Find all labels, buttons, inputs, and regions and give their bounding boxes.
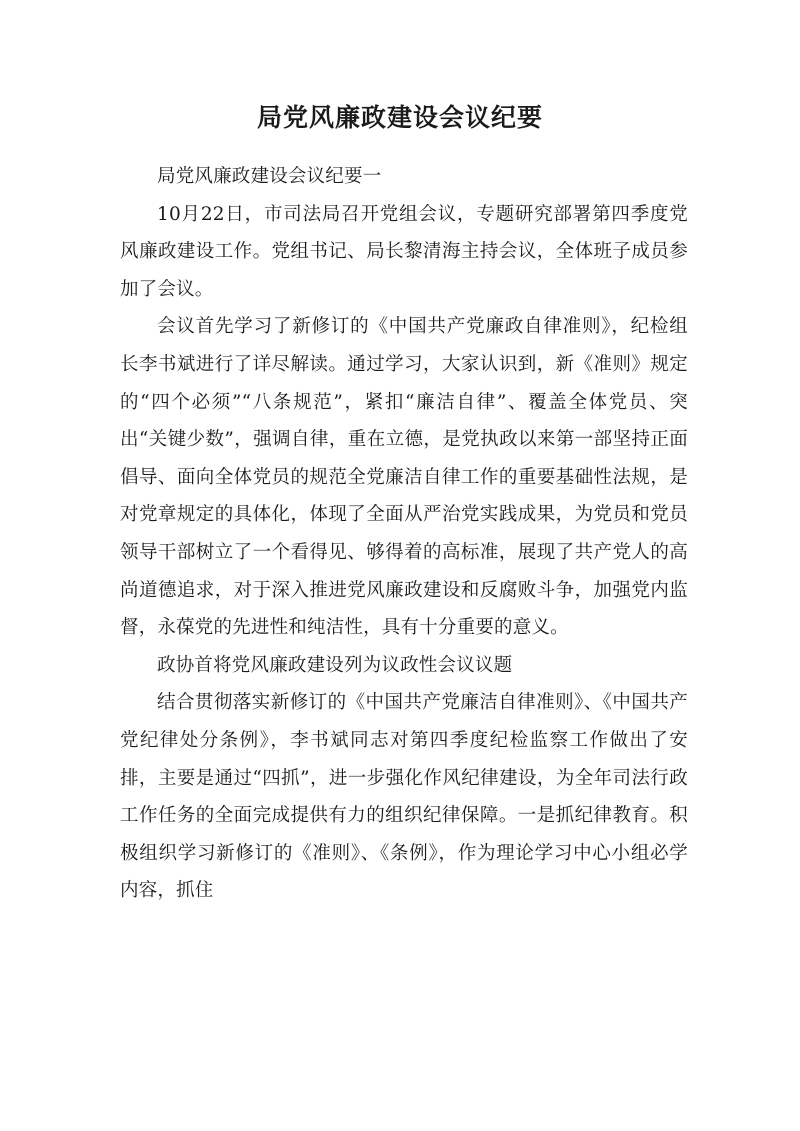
paragraph-subtitle: 局党风廉政建设会议纪要一 xyxy=(157,166,382,187)
paragraph-study-rules: 会议首先学习了新修订的《中国共产党廉政自律准则》，纪检组长李书斌进行了详尽解读。通过学习，大家认识到，新《准则》规定的“四个必须”“八条规范”，紧扣“廉洁自律”、覆盖全体党员、突出“关键少数”，强调自律，重在立德，是党执政以来第一部坚持正面倡导、面向全体党员的规范全党廉洁自律工作的重要基础性法规，是对党章规定的具体化，体现了全面从严治党实践成果，为党员和党员领导干部树立了一个看得见、够得着的高标准，展现了共产党人的高尚道德追求，对于深入推进党风廉政建设和反腐败斗争，加强党内监督，永葆党的先进性和纯洁性，具有十分重要的意义。 xyxy=(120,316,688,639)
paragraph-cppcc-heading: 政协首将党风廉政建设列为议政性会议议题 xyxy=(157,654,513,676)
paragraph-meeting-intro: 10月22日，市司法局召开党组会议，专题研究部署第四季度党风廉政建设工作。党组书记、局长黎清海主持会议，全体班子成员参加了会议。 xyxy=(120,203,688,300)
document-body xyxy=(120,158,688,910)
paragraph-work-arrangement: 结合贯彻落实新修订的《中国共产党廉洁自律准则》、《中国共产党纪律处分条例》，李书斌同志对第四季度纪检监察工作做出了安排，主要是通过“四抓”，进一步强化作风纪律建设，为全年司法行政工作任务的全面完成提供有力的组织纪律保障。一是抓纪律教育。积极组织学习新修订的《准则》、《条例》，作为理论学习中心小组必学内容，抓住 xyxy=(120,692,688,902)
document-title: 局党风廉政建设会议纪要 xyxy=(256,103,543,132)
